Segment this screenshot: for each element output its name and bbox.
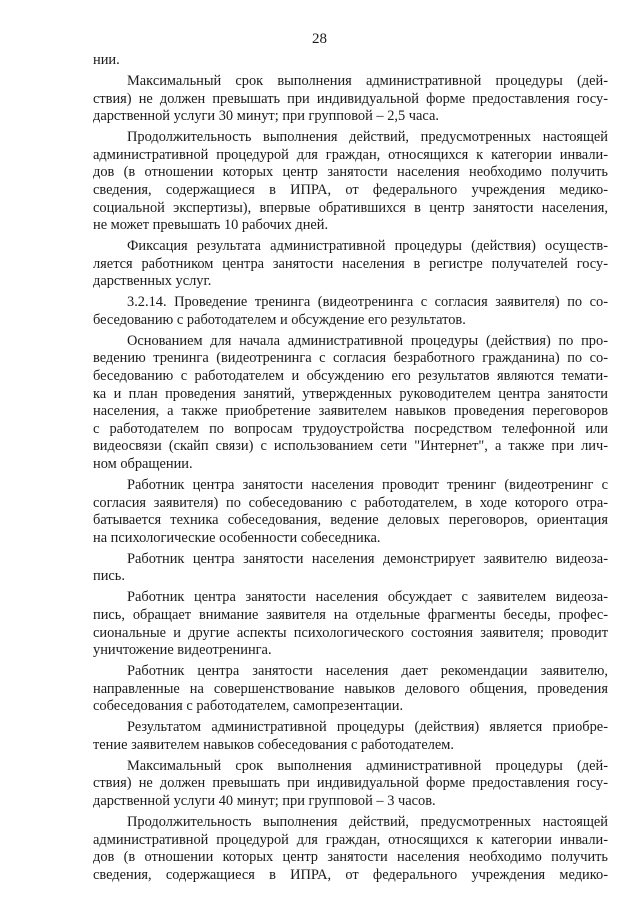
paragraph (93, 73, 608, 126)
text-line: нии. (93, 52, 120, 68)
text-line: Максимальный срок выполнения административной процедуры (дей- (127, 72, 608, 89)
paragraph (93, 719, 608, 754)
text-line: дарственной услуги 40 минут; при групповой – 3 часов. (93, 793, 436, 810)
paragraph (93, 333, 608, 474)
paragraph (93, 589, 608, 659)
paragraph (93, 294, 608, 329)
text-line: ка и план проведения занятий, утвержденных руководителем центра занятости (93, 385, 608, 402)
paragraph (93, 238, 608, 291)
paragraph (93, 477, 608, 547)
text-line: ствия) не должен превышать при индивидуальной форме предоставления госу- (93, 90, 608, 107)
text-line: социальной экспертизы), впервые обратившихся в центр занятости населения, (93, 199, 608, 216)
text-line: видеосвязи (скайп связи) с использованием сети "Интернет", а также при лич- (93, 438, 608, 455)
text-line: тение заявителем навыков собеседования с работодателем. (93, 736, 455, 753)
text-line: Работник центра занятости населения обсуждает с заявителем видеоза- (127, 589, 608, 606)
text-line: собеседования с работодателем, самопрезентации. (93, 698, 404, 715)
text-line: дарственной услуги 30 минут; при групповой – 2,5 часа. (93, 108, 439, 125)
text-line: административной процедурой для граждан, относящихся к категории инвали- (93, 146, 608, 163)
page-number: 28 (312, 31, 327, 47)
text-line: дов (в отношении которых центр занятости населения необходимо получить (93, 849, 608, 866)
text-line: Работник центра занятости населения дает рекомендации заявителю, (127, 663, 608, 680)
body-text (93, 52, 608, 888)
text-line: Максимальный срок выполнения административной процедуры (дей- (127, 757, 608, 774)
paragraph (93, 129, 608, 235)
text-line: административной процедурой для граждан, относящихся к категории инвали- (93, 831, 608, 848)
text-line: дов (в отношении которых центр занятости населения необходимо получить (93, 164, 608, 181)
paragraph (93, 52, 608, 70)
text-line: ляется работником центра занятости населения в регистре получателей госу- (93, 255, 608, 272)
text-line: Работник центра занятости населения демонстрирует заявителю видеоза- (127, 550, 608, 567)
text-line: Фиксация результата административной процедуры (действия) осуществ- (127, 238, 608, 255)
text-line: Продолжительность выполнения действий, предусмотренных настоящей (127, 814, 608, 831)
text-line: ведению тренинга (видеотренинга с согласия безработного гражданина) по со- (93, 350, 608, 367)
text-line: с работодателем по вопросам трудоустройства посредством телефонной или (93, 420, 608, 437)
text-line: населения, а также приобретение заявителем навыков проведения переговоров (93, 403, 608, 420)
text-line: 3.2.14. Проведение тренинга (видеотренинга с согласия заявителя) по со- (127, 294, 608, 311)
paragraph (93, 758, 608, 811)
text-line: уничтожение видеотренинга. (93, 642, 272, 659)
paragraph (93, 814, 608, 884)
text-line: согласия заявителя) по собеседованию с работодателем, в ходе которого отра- (93, 494, 608, 511)
text-line: Работник центра занятости населения проводит тренинг (видеотренинг с (127, 477, 608, 493)
text-line: Результатом административной процедуры (действия) является приобре- (127, 719, 608, 736)
text-line: направленные на совершенствование навыков делового общения, проведения (93, 680, 608, 697)
text-line: на психологические особенности собеседника. (93, 529, 381, 546)
text-line: беседованию с работодателем и обсуждению его результатов являются темати- (93, 368, 608, 385)
text-line: ствия) не должен превышать при индивидуальной форме предоставления госу- (93, 775, 608, 792)
text-line: Основанием для начала административной процедуры (действия) по про- (127, 332, 608, 349)
text-line: сведения, содержащиеся в ИПРА, от федерального учреждения медико- (93, 181, 608, 198)
text-line: беседованию с работодателем и обсуждение его результатов. (93, 311, 466, 328)
paragraph (93, 551, 608, 586)
text-line: сиональные и другие аспекты психологического состояния заявителя; проводит (93, 624, 608, 641)
text-line: не может превышать 10 рабочих дней. (93, 217, 329, 234)
text-line: Продолжительность выполнения действий, предусмотренных настоящей (127, 129, 608, 146)
text-line: сведения, содержащиеся в ИПРА, от федерального учреждения медико- (93, 866, 608, 883)
text-line: батывается техника собеседования, ведение деловых переговоров, ориентация (93, 512, 608, 529)
text-line: ном обращении. (93, 456, 193, 473)
text-line: пись. (93, 568, 125, 585)
paragraph (93, 663, 608, 716)
text-line: дарственных услуг. (93, 273, 212, 290)
text-line: пись, обращает внимание заявителя на отдельные фрагменты беседы, профес- (93, 606, 608, 623)
